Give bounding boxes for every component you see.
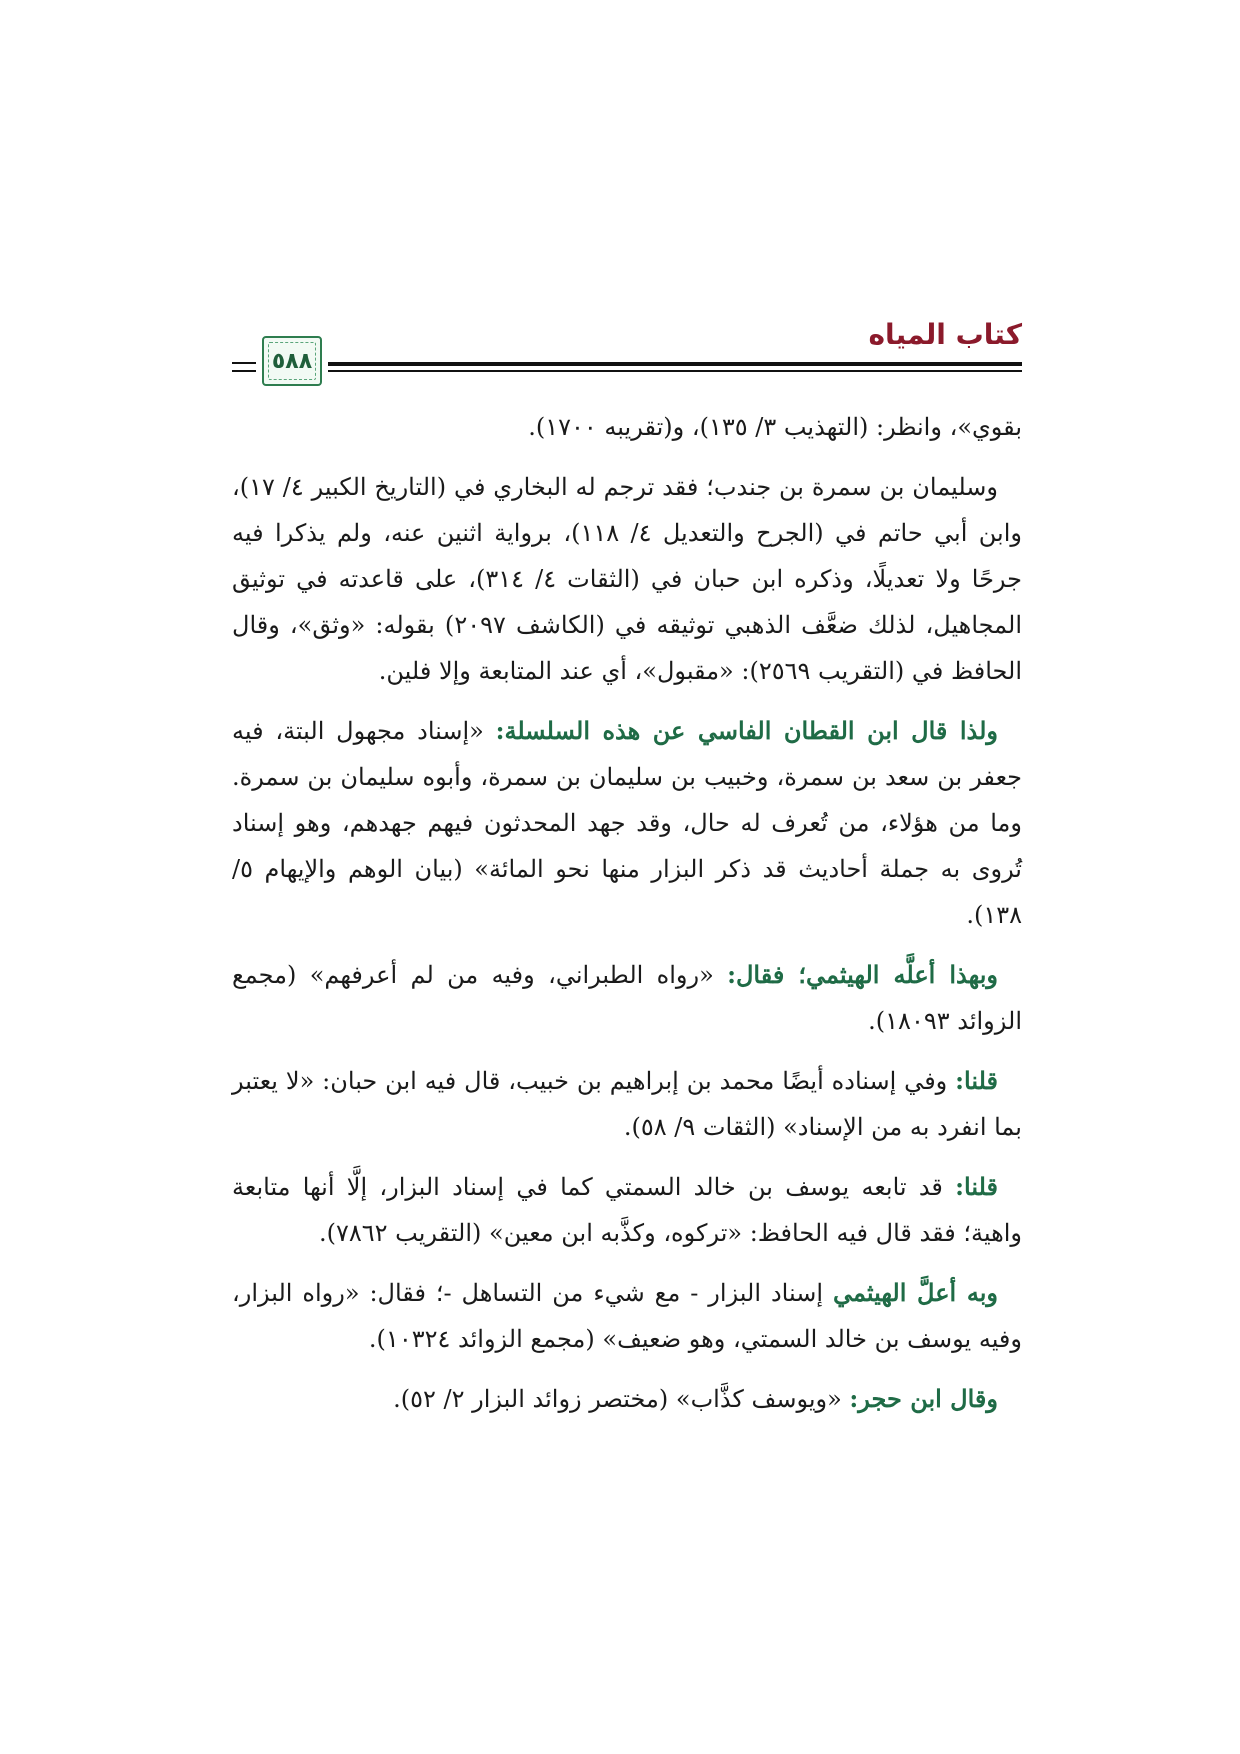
page-body bbox=[232, 404, 1022, 1436]
header-rule-left-bottom bbox=[232, 370, 256, 372]
book-title: كتاب المياه bbox=[868, 318, 1022, 351]
paragraph-4 bbox=[232, 952, 1022, 1044]
paragraph-text: وفي إسناده أيضًا محمد بن إبراهيم بن خبيب، قال فيه ابن حبان: «لا يعتبر بما انفرد به من الإسناد» (الثقات ٩/ ٥٨). bbox=[232, 1067, 1022, 1141]
header-rule-thick bbox=[328, 362, 1022, 366]
page-number: ٥٨٨ bbox=[271, 348, 313, 374]
paragraph-text: «ويوسف كذَّاب» (مختصر زوائد البزار ٢/ ٥٢). bbox=[393, 1385, 850, 1413]
paragraph-lead: ولذا قال ابن القطان الفاسي عن هذه السلسلة: bbox=[495, 716, 999, 745]
paragraph-text: قد تابعه يوسف بن خالد السمتي كما في إسناد البزار، إلَّا أنها متابعة واهية؛ فقد قال فيه الحافظ: «تركوه، وكذَّبه ابن معين» (التقريب ٧٨٦٢). bbox=[232, 1173, 1022, 1247]
paragraph-text: إسناد البزار - مع شيء من التساهل -؛ فقال: «رواه البزار، وفيه يوسف بن خالد السمتي، وهو ضعيف» (مجمع الزوائد ١٠٣٢٤). bbox=[232, 1279, 1022, 1353]
header-rule-left-top bbox=[232, 362, 256, 364]
paragraph-lead: قلنا: bbox=[955, 1172, 998, 1201]
paragraph-lead: وبه أعلَّ الهيثمي bbox=[832, 1278, 999, 1307]
paragraph-lead: قلنا: bbox=[955, 1066, 998, 1095]
page-number-frame bbox=[262, 336, 322, 386]
paragraph-7 bbox=[232, 1270, 1022, 1362]
paragraph-text: «رواه الطبراني، وفيه من لم أعرفهم» (مجمع الزوائد ١٨٠٩٣). bbox=[232, 961, 1022, 1035]
paragraph-2 bbox=[232, 464, 1022, 694]
paragraph-text: بقوي»، وانظر: (التهذيب ٣/ ١٣٥)، و(تقريبه ١٧٠٠). bbox=[528, 413, 1022, 441]
paragraph-lead: وبهذا أعلَّه الهيثمي؛ فقال: bbox=[727, 960, 998, 989]
paragraph-text: «إسناد مجهول البتة، فيه جعفر بن سعد بن سمرة، وخبيب بن سليمان بن سمرة، وأبوه سليمان بن سمرة. وما من هؤلاء، من تُعرف له حال، وقد جهد المحدثون فيهم جهدهم، وهو إسناد تُروى به جملة أحاديث قد ذكر البزار منها نحو المائة» (بيان الوهم والإيهام ٥/ ١٣٨). bbox=[232, 717, 1023, 929]
paragraph-3 bbox=[232, 708, 1022, 938]
header-rule-thin bbox=[328, 370, 1022, 372]
paragraph-text: وسليمان بن سمرة بن جندب؛ فقد ترجم له البخاري في (التاريخ الكبير ٤/ ١٧)، وابن أبي حاتم في (الجرح والتعديل ٤/ ١١٨)، برواية اثنين عنه، ولم يذكرا فيه جرحًا ولا تعديلًا، وذكره ابن حبان في (الثقات ٤/ ٣١٤)، على قاعدته في توثيق المجاهيل، لذلك ضعَّف الذهبي توثيقه في (الكاشف ٢٠٩٧) بقوله: «وثق»، وقال الحافظ في (التقريب ٢٥٦٩): «مقبول»، أي عند المتابعة وإلا فلين. bbox=[232, 473, 1022, 685]
paragraph-8 bbox=[232, 1376, 1022, 1422]
paragraph-5 bbox=[232, 1058, 1022, 1150]
page-header bbox=[232, 318, 1022, 392]
paragraph-1 bbox=[232, 404, 1022, 450]
paragraph-6 bbox=[232, 1164, 1022, 1256]
paragraph-lead: وقال ابن حجر: bbox=[849, 1384, 998, 1413]
